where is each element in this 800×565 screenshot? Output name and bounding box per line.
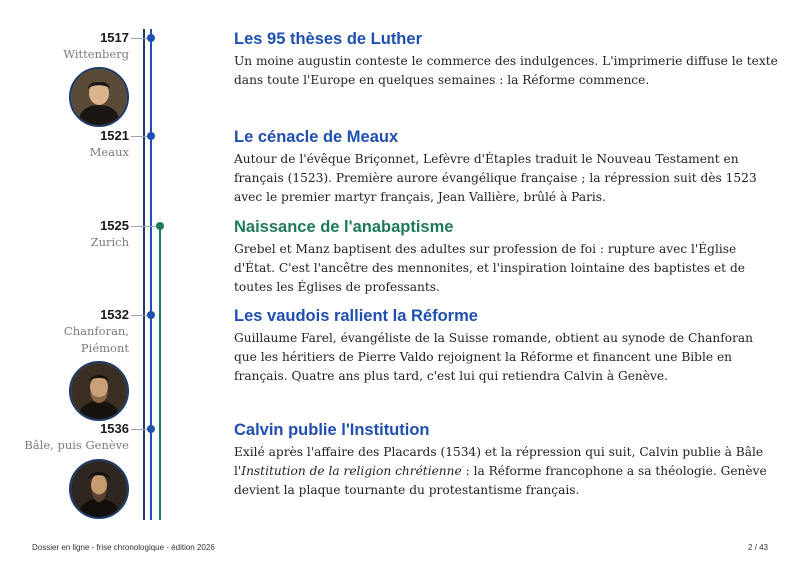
event-description: Autour de l'évêque Briçonnet, Lefèvre d'Étaples traduit le Nouveau Testament en français (1523). Première aurore évangélique française ; la répression suit dès 1523 avec le premier martyr français, Jean Vallière, brûlé à Paris. [234, 152, 757, 204]
event-year: 1517 [100, 30, 129, 45]
book-title: Institution de la religion chrétienne [241, 464, 462, 478]
event-description: Guillaume Farel, évangéliste de la Suisse romande, obtient au synode de Chanforan que les héritiers de Pierre Valdo rejoignent la Réforme et financent une Bible en français. Quatre ans plus tard, c'est lui qui retiendra Calvin à Genève. [234, 331, 754, 383]
timeline-line-blue [150, 29, 152, 520]
event-title: Le cénacle de Meaux [234, 128, 399, 146]
event-place: Meaux [89, 145, 129, 159]
event-year: 1521 [100, 128, 129, 143]
event-description-text: Exilé après l'affaire des Placards (1534) et la répression qui suit, Calvin publie à Bâle l' [234, 445, 764, 478]
event-year: 1536 [100, 421, 129, 436]
event-description: Un moine augustin conteste le commerce des indulgences. L'imprimerie diffuse le texte dans toute l'Europe en quelques semaines : la Réforme commence. [234, 54, 778, 87]
event-place: Zurich [90, 235, 129, 249]
event-title: Calvin publie l'Institution [234, 421, 430, 439]
event-year: 1525 [100, 218, 129, 233]
footer-caption: Dossier en ligne - frise chronologique - édition 2026 [32, 543, 215, 552]
event-title: Les vaudois rallient la Réforme [234, 307, 478, 325]
event-year: 1532 [100, 307, 129, 322]
timeline-dot [147, 132, 155, 140]
timeline-dot [147, 311, 155, 319]
event-description: Grebel et Manz baptisent des adultes sur profession de foi : rupture avec l'Église d'État. C'est l'ancêtre des mennonites, et l'inspiration lointaine des baptistes et de toutes les Églises de professants. [234, 242, 745, 294]
timeline-dot [147, 425, 155, 433]
event-description [234, 443, 779, 500]
timeline-line-green [159, 227, 161, 520]
portrait-luther-icon [69, 67, 129, 127]
timeline-dot [156, 222, 164, 230]
event-title: Naissance de l'anabaptisme [234, 218, 454, 236]
event-place: Wittenberg [63, 47, 129, 61]
event-description-text: : la Réforme francophone a sa théologie. Genève devient la plaque tournante du protestantisme français. [234, 464, 767, 497]
event-place: Chanforan, Piémont [63, 324, 129, 355]
page-number: 2 / 43 [747, 543, 768, 552]
event-title: Les 95 thèses de Luther [234, 30, 422, 48]
timeline-line-main [143, 29, 145, 520]
portrait-farel-icon [69, 361, 129, 421]
timeline-dot [147, 34, 155, 42]
event-place: Bâle, puis Genève [24, 438, 129, 452]
portrait-calvin-icon [69, 459, 129, 519]
